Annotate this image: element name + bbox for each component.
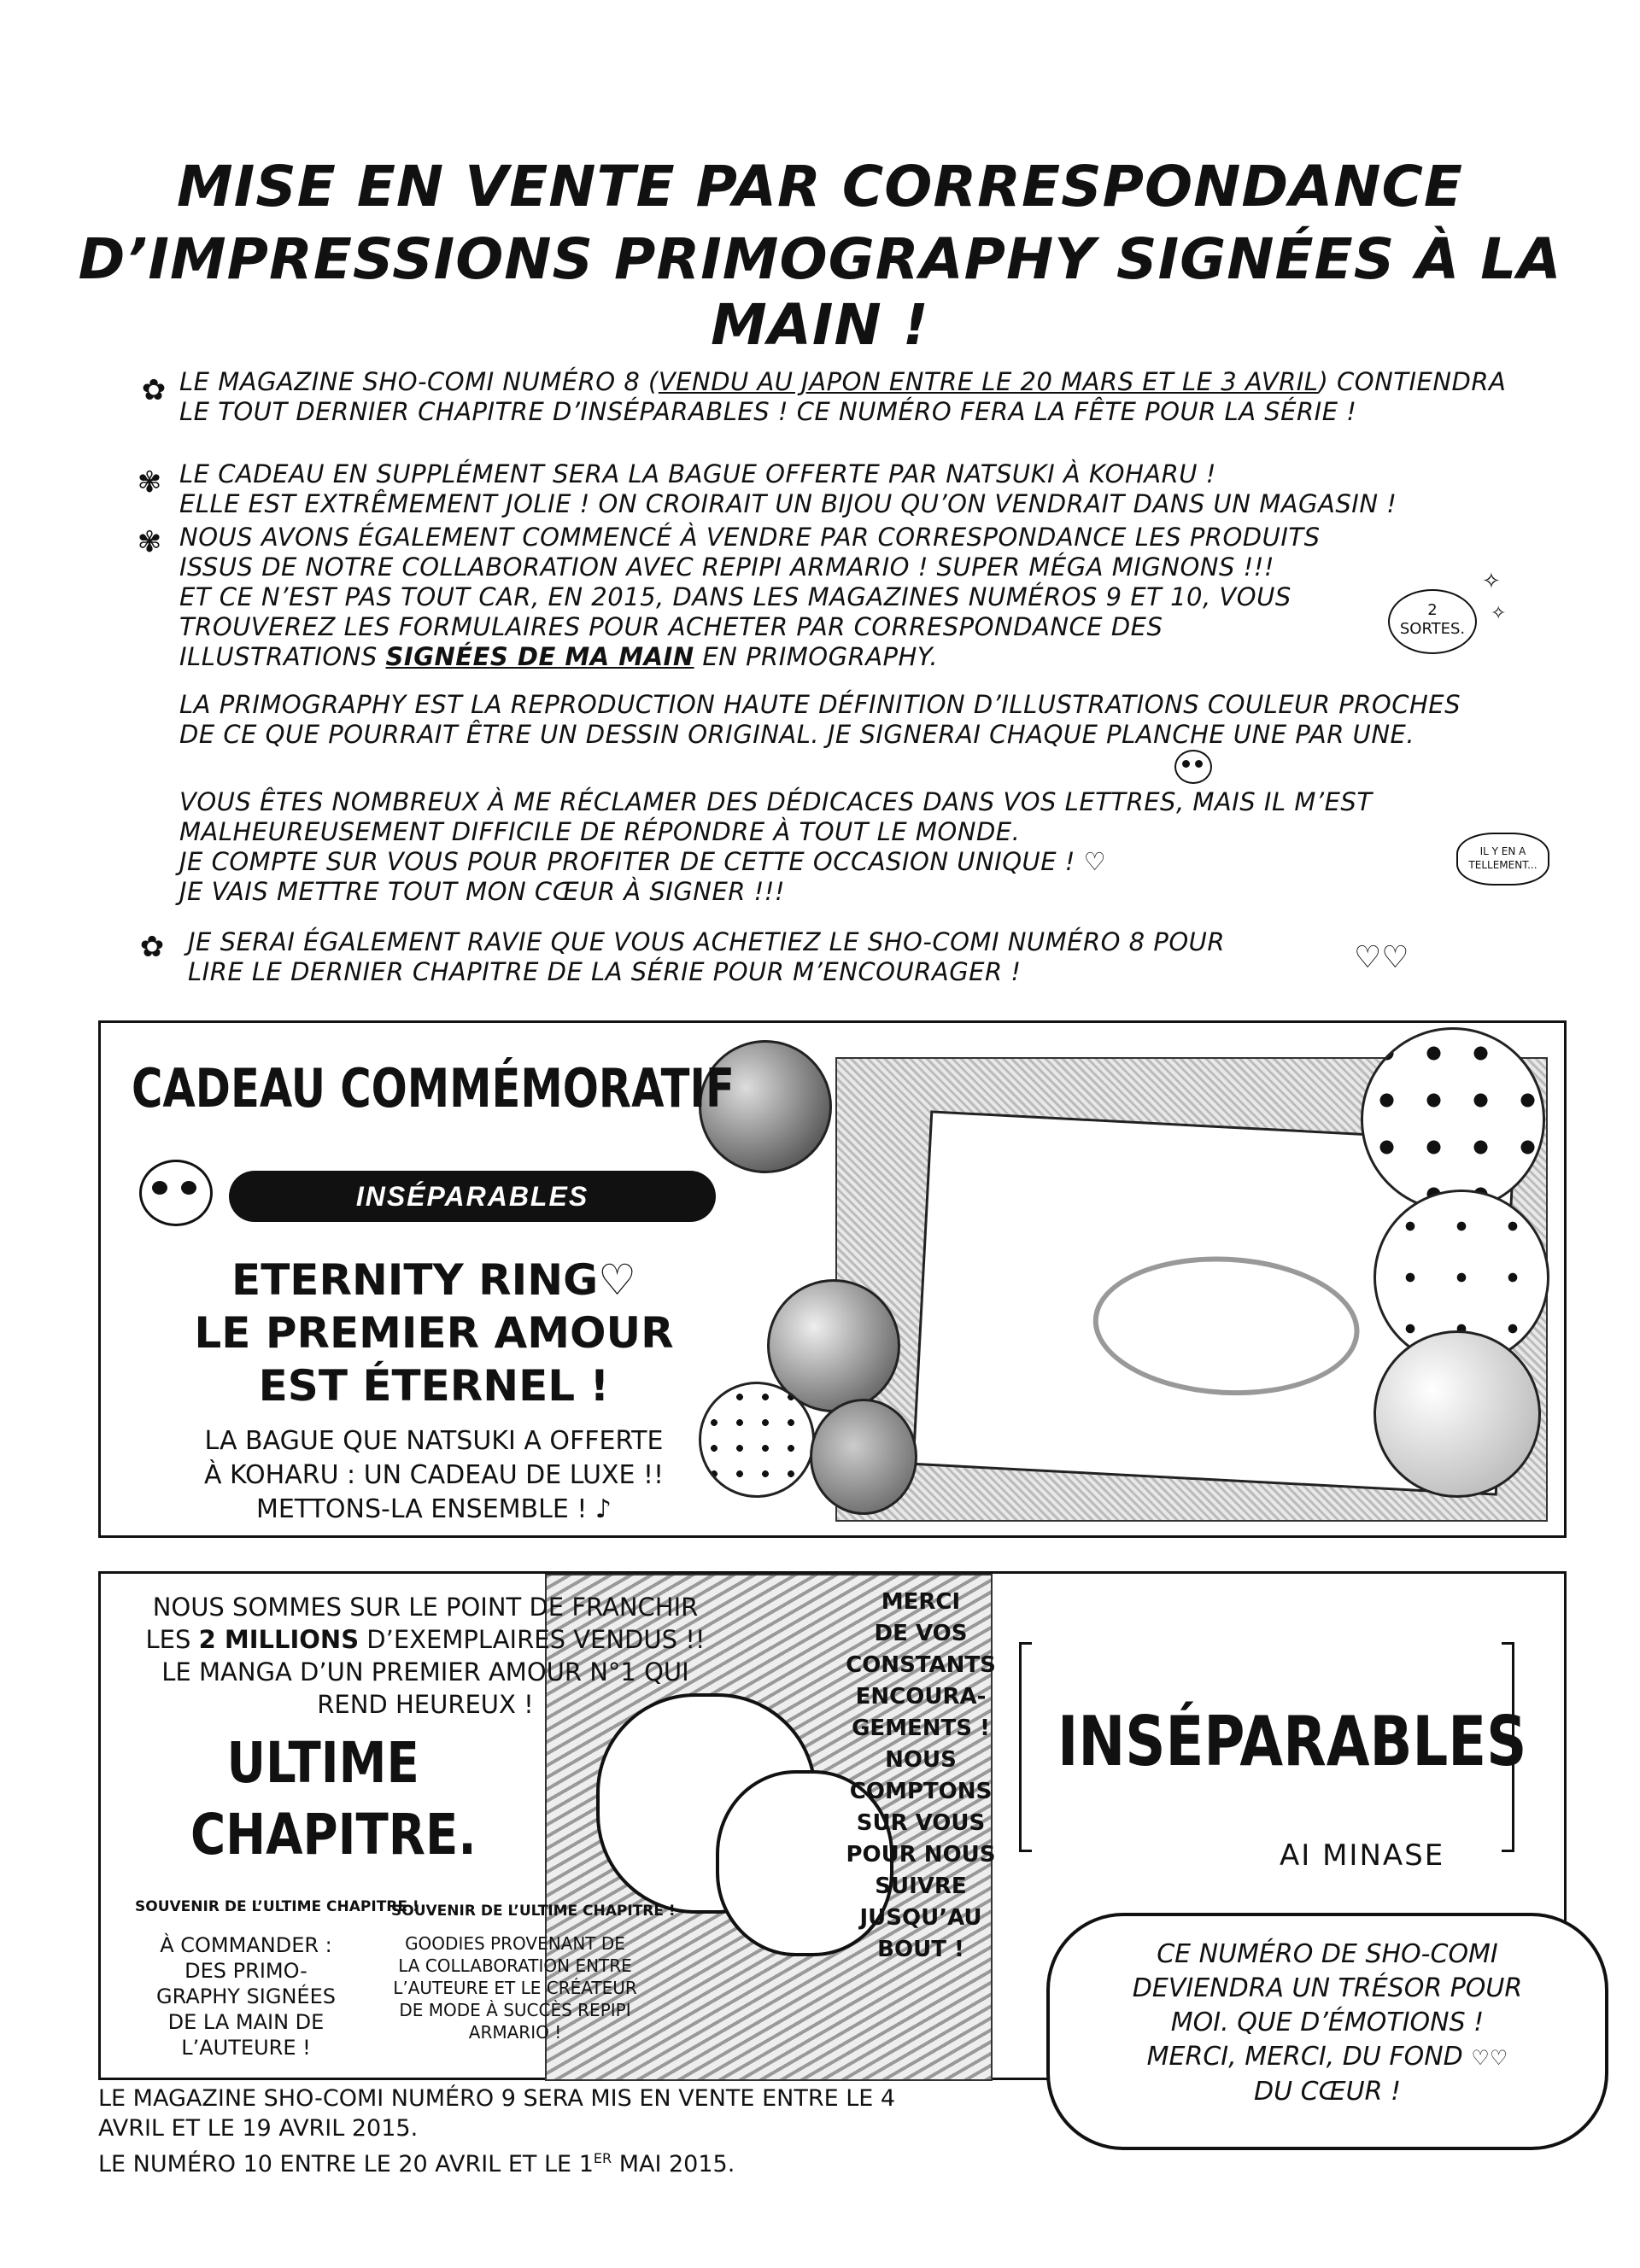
souvenir-label-left: SOUVENIR DE L’ULTIME CHAPITRE ! bbox=[135, 1898, 419, 1915]
gift-panel bbox=[98, 1020, 1567, 1538]
series-pill: INSÉPARABLES bbox=[229, 1171, 716, 1222]
flower-icon: ✾ bbox=[137, 466, 162, 499]
sales-announcement: NOUS SOMMES SUR LE POINT DE FRANCHIR LES 2 MILLIONS D’EXEMPLAIRES VENDUS !! LE MANGA D’UN PREMIER AMOUR N°1 QUI REND HEUREUX ! bbox=[145, 1593, 706, 1719]
note-bubble-tellement: IL Y EN A TELLEMENT... bbox=[1456, 833, 1549, 886]
panda-icon bbox=[139, 1160, 213, 1226]
paragraph-5: VOUS ÊTES NOMBREUX À ME RÉCLAMER DES DÉDICACES DANS VOS LETTRES, MAIS IL M’EST MALHEUREUSEMENT DIFFICILE DE RÉPONDRE À TOUT LE MONDE. JE COMPTE SUR VOUS POUR PROFITER DE CETTE OCCASION UNIQUE ! ♡ JE VAIS METTRE TOUT MON CŒUR À SIGNER !!! bbox=[179, 787, 1373, 906]
paragraph-3: NOUS AVONS ÉGALEMENT COMMENCÉ À VENDRE PAR CORRESPONDANCE LES PRODUITS ISSUS DE NOTRE COLLABORATION AVEC REPIPI ARMARIO ! SUPER MÉGA MIGNONS !!! ET CE N’EST PAS TOUT CAR, EN 2015, DANS LES MAGAZINES NUMÉROS 9 ET 10, VOUS TROUVEREZ LES FORMULAIRES POUR ACHETER PAR CORRESPONDANCE DES ILLUSTRATIONS SIGNÉES DE MA MAIN EN PRIMOGRAPHY. bbox=[179, 523, 1321, 671]
series-title: INSÉPARABLES bbox=[1057, 1702, 1527, 1781]
balloon-icon bbox=[810, 1399, 917, 1515]
author-message-bubble: CE NUMÉRO DE SHO-COMI DEVIENDRA UN TRÉSOR POUR MOI. QUE D’ÉMOTIONS ! MERCI, MERCI, DU FOND ♡♡ DU CŒUR ! bbox=[1046, 1913, 1608, 2150]
author-name: AI MINASE bbox=[1280, 1838, 1445, 1873]
page-title-line-2: D’IMPRESSIONS PRIMOGRAPHY SIGNÉES À LA MAIN ! bbox=[78, 226, 1562, 358]
release-dates-footer: LE MAGAZINE SHO-COMI NUMÉRO 9 SERA MIS EN VENTE ENTRE LE 4 AVRIL ET LE 19 AVRIL 2015. LE NUMÉRO 10 ENTRE LE 20 AVRIL ET LE 1ER MAI 2015. bbox=[98, 2085, 896, 2177]
ring-title: ETERNITY RING♡ LE PREMIER AMOUR EST ÉTERNEL ! bbox=[194, 1255, 674, 1411]
flower-icon: ✿ bbox=[141, 374, 167, 406]
title-bracket-left bbox=[1019, 1642, 1032, 1852]
souvenir-label-right: SOUVENIR DE L’ULTIME CHAPITRE ! bbox=[391, 1903, 676, 1920]
sparkle-icon: ✧ bbox=[1482, 568, 1501, 593]
flower-icon: ✾ bbox=[137, 526, 162, 558]
paragraph-1: LE MAGAZINE SHO-COMI NUMÉRO 8 (VENDU AU JAPON ENTRE LE 20 MARS ET LE 3 AVRIL) CONTIENDRA LE TOUT DERNIER CHAPITRE D’INSÉPARABLES ! CE NUMÉRO FERA LA FÊTE POUR LA SÉRIE ! bbox=[179, 367, 1507, 426]
paragraph-6: JE SERAI ÉGALEMENT RAVIE QUE VOUS ACHETIEZ LE SHO-COMI NUMÉRO 8 POUR LIRE LE DERNIER CHAPITRE DE LA SÉRIE POUR M’ENCOURAGER ! bbox=[188, 927, 1226, 986]
ultime-chapitre-title: ULTIME CHAPITRE. bbox=[190, 1730, 477, 1868]
sparkle-icon: ✧ bbox=[1491, 602, 1507, 623]
ring-description: LA BAGUE QUE NATSUKI A OFFERTE À KOHARU : UN CADEAU DE LUXE !! METTONS-LA ENSEMBLE ! ♪ bbox=[203, 1426, 665, 1524]
gift-heading: CADEAU COMMÉMORATIF bbox=[132, 1057, 735, 1119]
flower-icon: ✿ bbox=[139, 931, 165, 963]
page-title-line-1: MISE EN VENTE PAR CORRESPONDANCE bbox=[177, 154, 1463, 219]
goodies-note: GOODIES PROVENANT DE LA COLLABORATION ENTRE L’AUTEURE ET LE CRÉATEUR DE MODE À SUCCÈS REPIPI ARMARIO ! bbox=[393, 1933, 637, 2043]
panda-balloon-icon bbox=[1361, 1027, 1545, 1212]
ring-icon bbox=[1090, 1250, 1363, 1402]
balloon-icon bbox=[1374, 1330, 1541, 1498]
primography-order-note: À COMMANDER : DES PRIMO- GRAPHY SIGNÉES DE LA MAIN DE L’AUTEURE ! bbox=[156, 1933, 336, 2060]
panda-doodle-icon bbox=[1174, 750, 1212, 784]
hearts-icon: ♡♡ bbox=[1354, 939, 1409, 974]
hearts-icon: ♡♡ bbox=[1471, 2046, 1508, 2070]
paragraph-2: LE CADEAU EN SUPPLÉMENT SERA LA BAGUE OFFERTE PAR NATSUKI À KOHARU ! ELLE EST EXTRÊMEMENT JOLIE ! ON CROIRAIT UN BIJOU QU’ON VENDRAIT DANS UN MAGASIN ! bbox=[179, 459, 1397, 518]
note-bubble-sortes: 2 SORTES. bbox=[1388, 589, 1477, 654]
paragraph-4: LA PRIMOGRAPHY EST LA REPRODUCTION HAUTE DÉFINITION D’ILLUSTRATIONS COULEUR PROCHES DE CE QUE POURRAIT ÊTRE UN DESSIN ORIGINAL. JE SIGNERAI CHAQUE PLANCHE UNE PAR UNE. bbox=[179, 690, 1461, 749]
thanks-column: MERCI DE VOS CONSTANTS ENCOURA- GEMENTS ! NOUS COMPTONS SUR VOUS POUR NOUS SUIVRE JUSQU’AU BOUT ! bbox=[846, 1589, 996, 1962]
